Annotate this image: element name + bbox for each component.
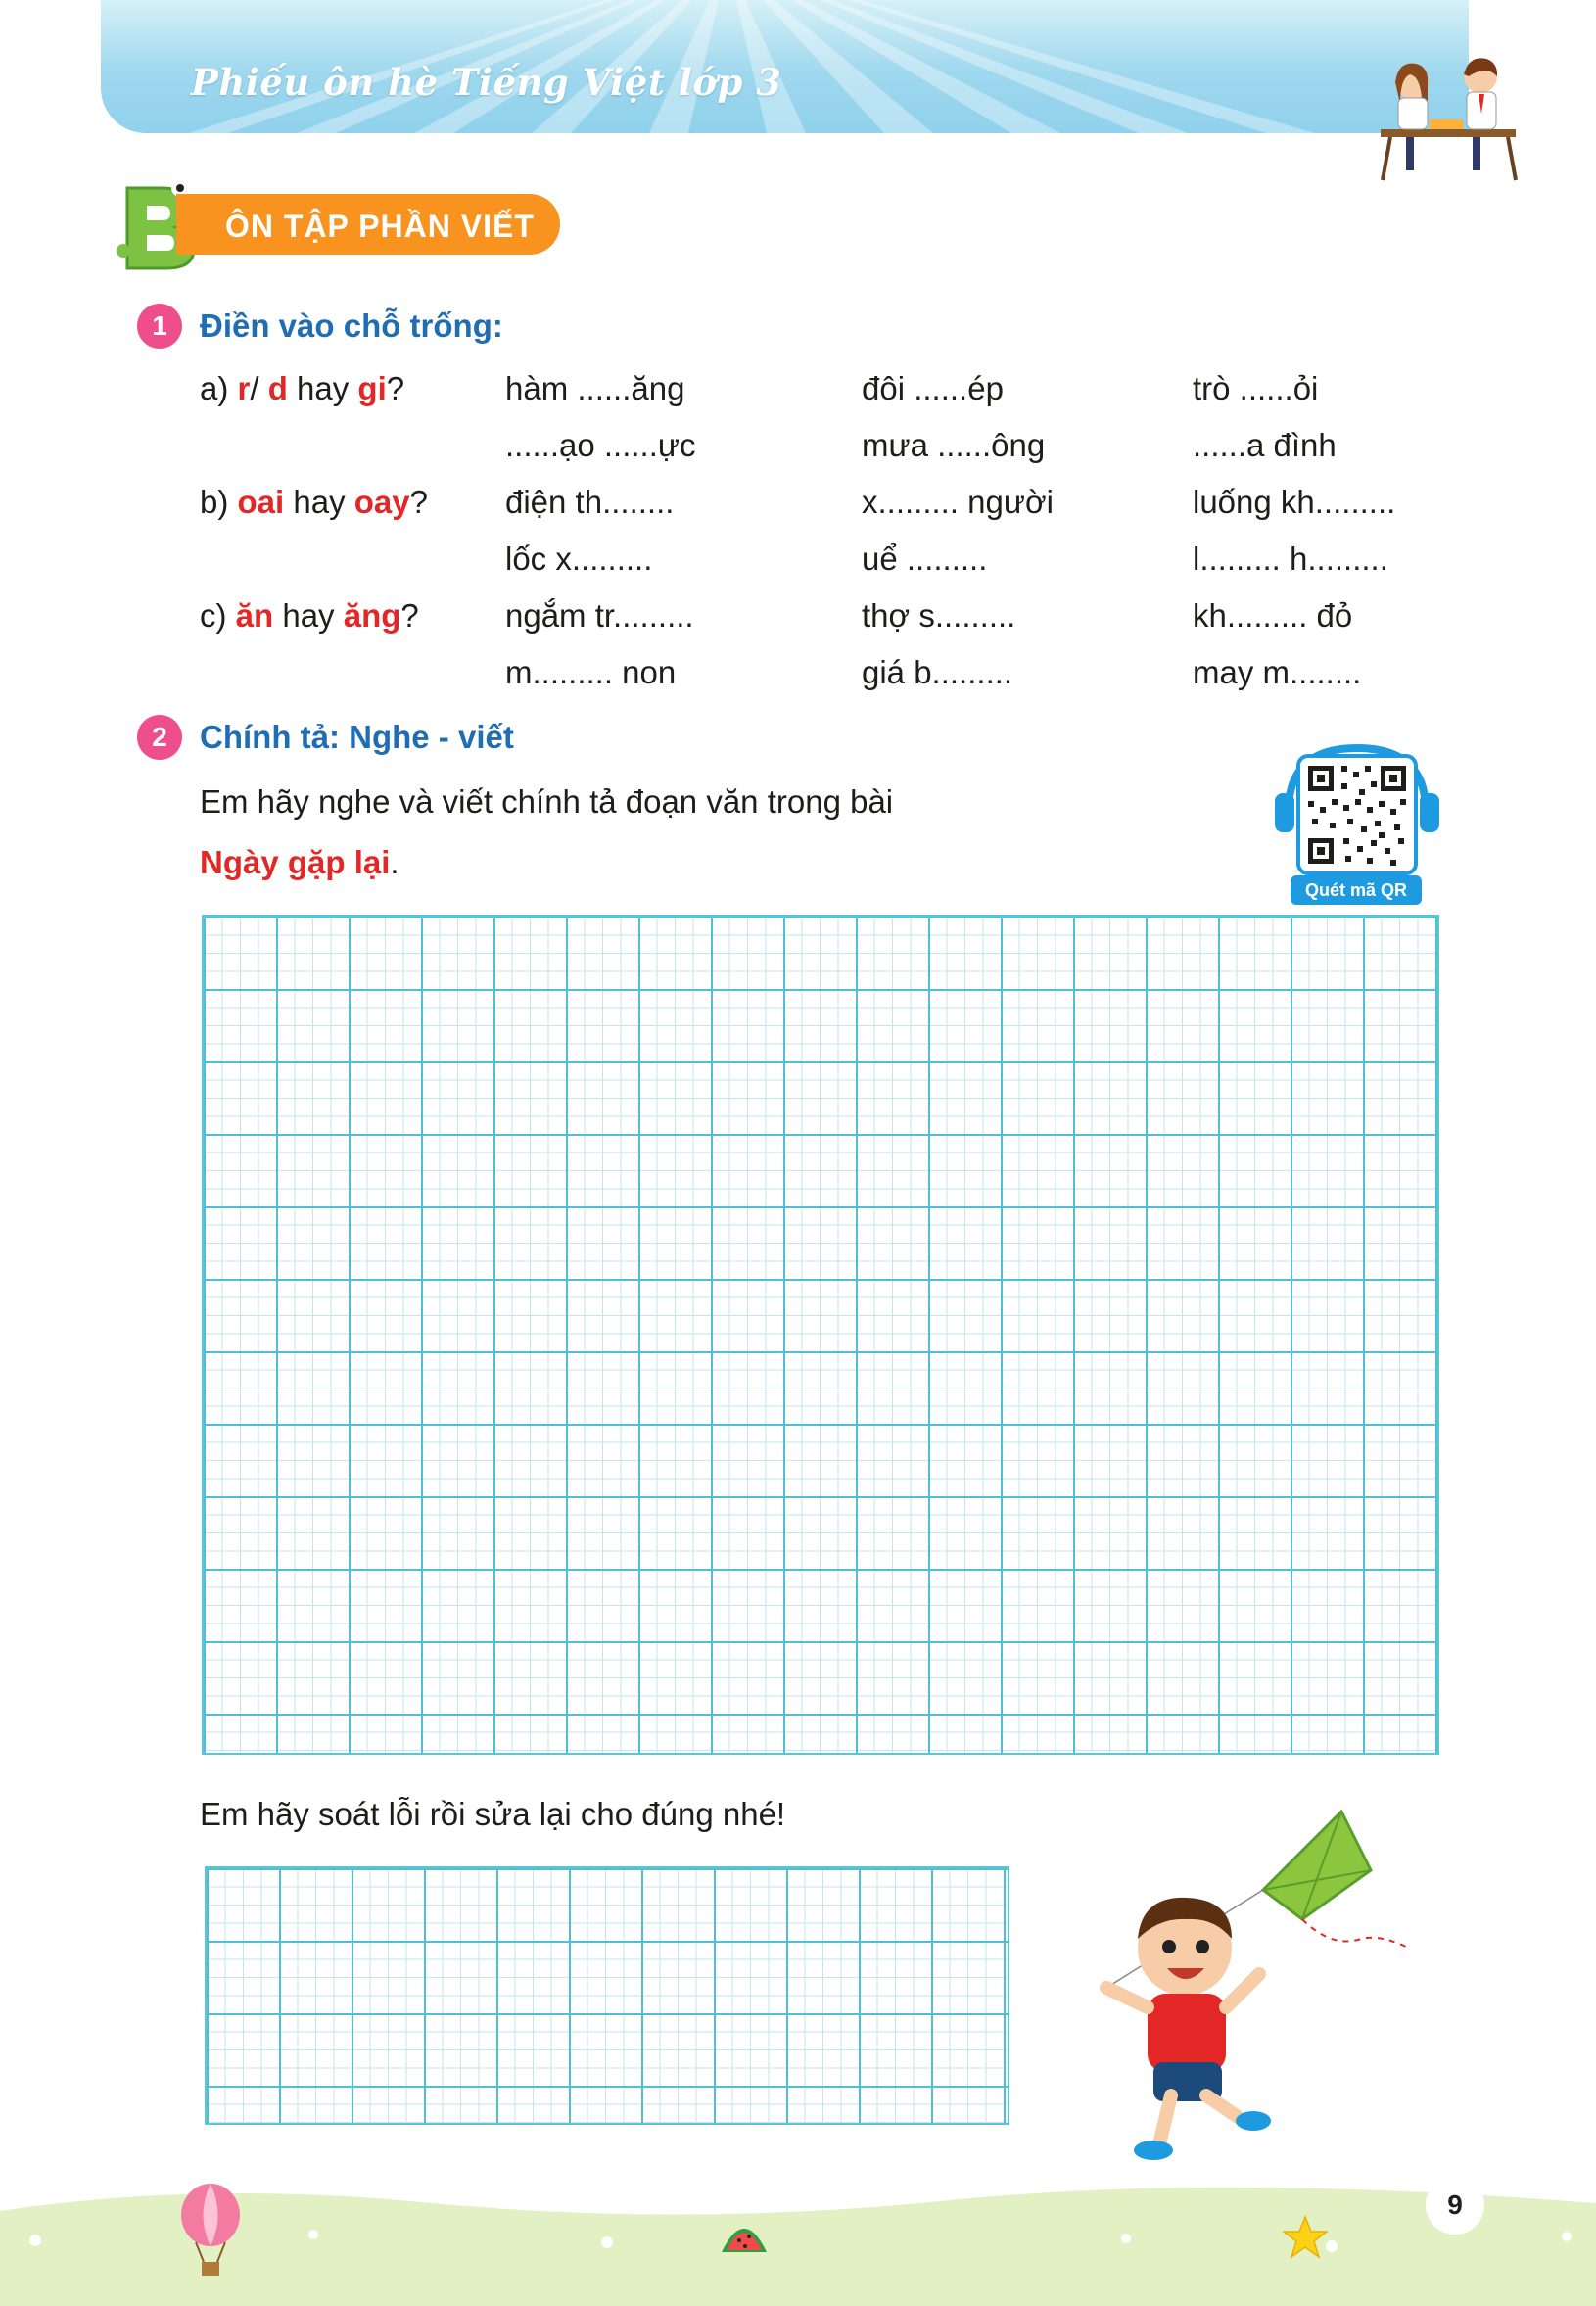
fill-blank-item: trò ......ỏi: [1193, 370, 1319, 406]
fill-blank-item: thợ s.........: [862, 597, 1016, 634]
exercise-2-number: 2: [137, 715, 182, 760]
star-icon: [1283, 2215, 1328, 2260]
exercise-1b-label: b) oai hay oay?: [200, 484, 428, 520]
exercise-2-title: Chính tả: Nghe - viết: [200, 719, 514, 755]
fill-blank-item: đôi ......ép: [862, 370, 1004, 406]
fill-blank-item: kh......... đỏ: [1193, 597, 1353, 634]
fill-blank-item: luống kh.........: [1193, 484, 1396, 520]
page-number: 9: [1426, 2176, 1484, 2235]
qr-code-icon[interactable]: [1273, 742, 1441, 879]
fill-blank-item: ......ạo ......ực: [505, 427, 696, 463]
correction-writing-grid[interactable]: [205, 1866, 1009, 2125]
headphones-icon: [1275, 793, 1294, 832]
fill-blank-item: may m........: [1193, 654, 1362, 690]
fill-blank-item: hàm ......ăng: [505, 370, 685, 406]
qr-scan-label: Quét mã QR: [1291, 875, 1422, 905]
fill-blank-item: ngắm tr.........: [505, 597, 694, 634]
fill-blank-item: mưa ......ông: [862, 427, 1046, 463]
review-instruction: Em hãy soát lỗi rồi sửa lại cho đúng nhé!: [200, 1796, 786, 1832]
fill-blank-item: ......a đình: [1193, 427, 1337, 463]
watermelon-icon: [720, 2215, 769, 2256]
exercise-1a-label: a) r/ d hay gi?: [200, 370, 405, 406]
section-title: ÔN TẬP PHẦN VIẾT: [225, 209, 535, 244]
hot-air-balloon-icon: [176, 2184, 245, 2282]
fill-blank-item: giá b.........: [862, 654, 1013, 690]
header-banner: [101, 0, 1469, 133]
fill-blank-item: x......... người: [862, 484, 1054, 520]
fill-blank-item: uể .........: [862, 541, 988, 577]
exercise-2-instruction: Em hãy nghe và viết chính tả đoạn văn trong bài: [200, 783, 894, 820]
page-header-title: Phiếu ôn hè Tiếng Việt lớp 3: [191, 61, 782, 104]
students-desk-illustration: [1371, 55, 1518, 182]
dictation-writing-grid[interactable]: [202, 915, 1439, 1755]
boy-kite-illustration: [1077, 1802, 1430, 2164]
exercise-1c-label: c) ăn hay ăng?: [200, 597, 419, 634]
fill-blank-item: l......... h.........: [1193, 541, 1388, 577]
exercise-1-number: 1: [137, 304, 182, 349]
exercise-1-title: Điền vào chỗ trống:: [200, 307, 503, 344]
lesson-reference: Ngày gặp lại.: [200, 844, 399, 880]
fill-blank-item: m......... non: [505, 654, 677, 690]
fill-blank-item: điện th........: [505, 484, 675, 520]
fill-blank-item: lốc x.........: [505, 541, 653, 577]
